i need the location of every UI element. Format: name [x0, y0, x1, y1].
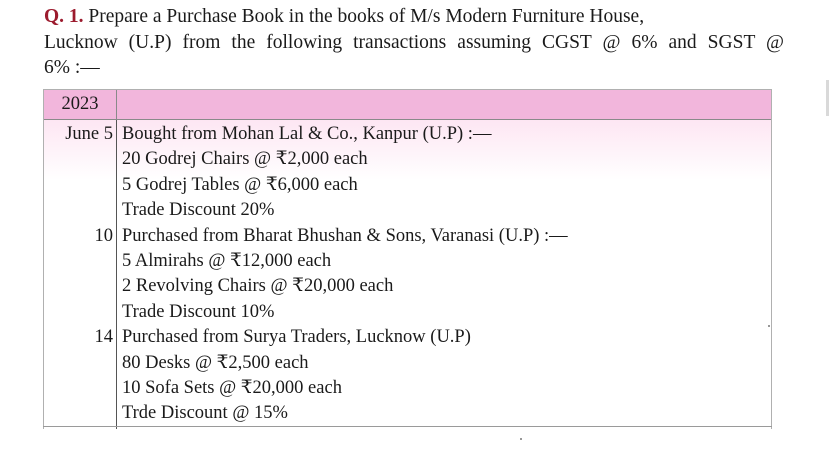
date-column: [44, 120, 117, 429]
transaction-line: 20 Godrej Chairs @ ₹2,000 each: [122, 149, 368, 170]
date-cell: [44, 274, 116, 299]
date-cell: [44, 249, 116, 274]
date-cell: 14: [94, 327, 113, 348]
transaction-line: 2 Revolving Chairs @ ₹20,000 each: [122, 276, 394, 297]
date-cell: [44, 401, 116, 426]
transaction-line: Trade Discount 20%: [122, 200, 275, 221]
description-column: [117, 120, 771, 429]
table-header: [44, 90, 771, 120]
question-text: [44, 4, 784, 81]
date-cell: June 5: [65, 124, 113, 144]
scan-edge-mark: [826, 80, 829, 116]
date-cell: [44, 300, 116, 325]
transaction-line: 5 Godrej Tables @ ₹6,000 each: [122, 174, 358, 195]
date-cell: [44, 147, 116, 172]
transaction-line: 5 Almirahs @ ₹12,000 each: [122, 250, 332, 271]
date-cell: [44, 351, 116, 376]
question-line-1-text: Prepare a Purchase Book in the books of M/s Modern Furniture House,: [88, 6, 645, 27]
scan-dot: [768, 325, 770, 327]
question-line-1: [44, 4, 784, 30]
transaction-line: Bought from Mohan Lal & Co., Kanpur (U.P) :—: [122, 124, 492, 144]
date-cell: 10: [94, 225, 113, 246]
date-cell: [44, 173, 116, 198]
transaction-line: 10 Sofa Sets @ ₹20,000 each: [122, 377, 342, 398]
header-blank: [117, 90, 771, 119]
date-cell: [44, 376, 116, 401]
year-header: 2023: [44, 90, 117, 119]
date-cell: [44, 198, 116, 223]
transaction-line: Purchased from Surya Traders, Lucknow (U.P): [122, 327, 471, 348]
transactions-table: [43, 89, 772, 429]
table-bottom-border: [43, 426, 772, 427]
scan-dot: [520, 438, 522, 440]
question-line-2: Lucknow (U.P) from the following transactions assuming CGST @ 6% and SGST @: [44, 31, 784, 53]
question-line-3: 6% :—: [44, 57, 100, 78]
transaction-line: Trade Discount 10%: [122, 301, 275, 322]
transaction-line: Trde Discount @ 15%: [122, 403, 288, 424]
table-body: [44, 120, 771, 429]
question-number: Q. 1.: [44, 6, 84, 27]
transaction-line: Purchased from Bharat Bhushan & Sons, Varanasi (U.P) :—: [122, 225, 568, 246]
transaction-line: 80 Desks @ ₹2,500 each: [122, 352, 309, 373]
